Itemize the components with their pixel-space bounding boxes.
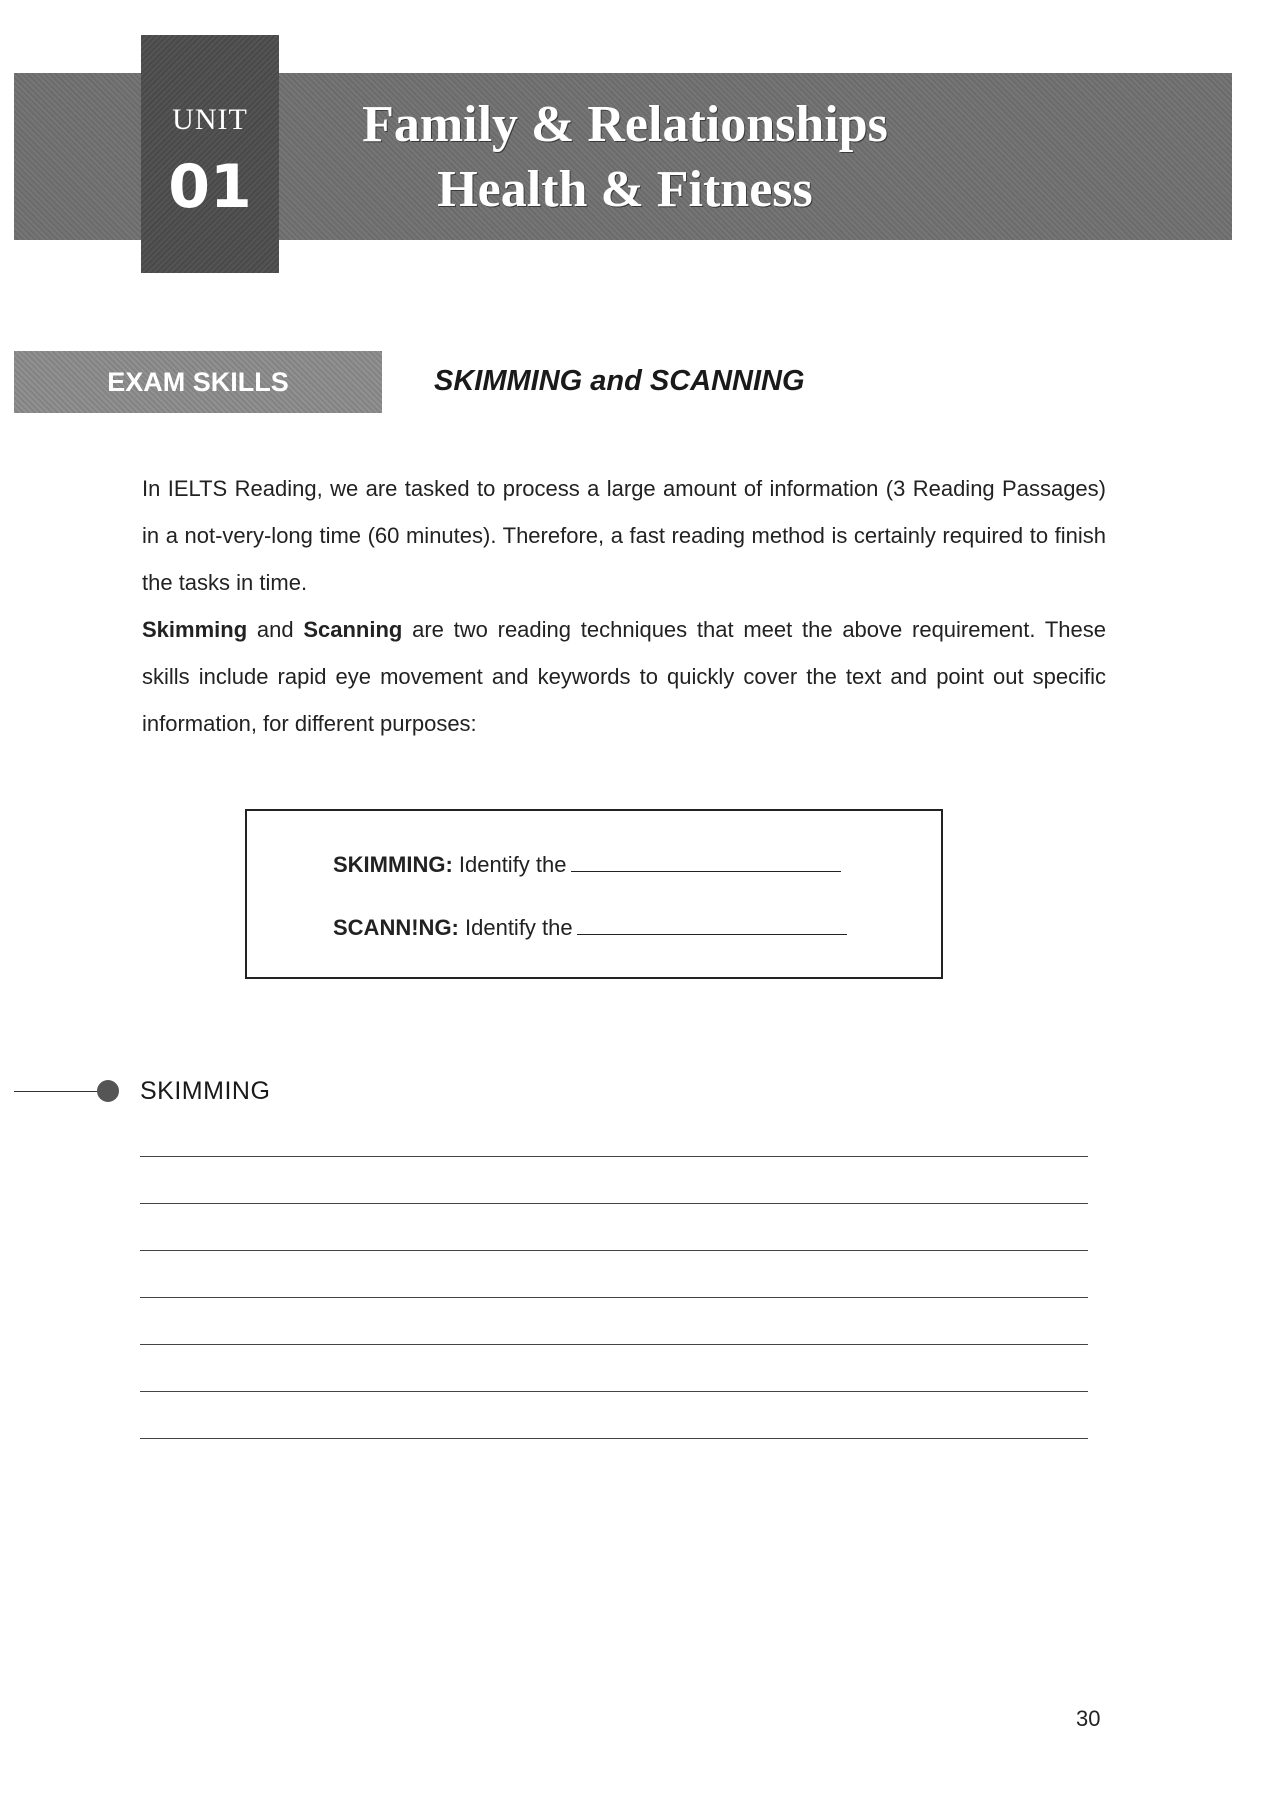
unit-badge [141, 35, 279, 273]
page-number: 30 [1076, 1706, 1101, 1731]
section-heading: SKIMMING and SCANNING [434, 365, 805, 397]
scanning-answer-blank[interactable] [577, 914, 847, 935]
skimming-heading: SKIMMING [140, 1077, 271, 1105]
section-connector-line [14, 1091, 98, 1092]
intro-paragraph-1: In IELTS Reading, we are tasked to process a large amount of information (3 Reading Passages) in a not-very-long time (60 minutes). Therefore, a fast reading method is certainly required to finish the tasks in time. [142, 476, 1106, 595]
unit-title-line-1: Family & Relationships [362, 96, 888, 153]
skimming-definition-text: Identify the [452, 852, 567, 877]
intro-paragraph-2-rest: are two reading techniques that meet the above requirement. These skills include rapid eye movement and keywords to quickly cover the text and point out specific information, for different purposes: [142, 617, 1106, 736]
unit-title-line-2: Health & Fitness [437, 161, 813, 218]
writing-line[interactable] [140, 1344, 1088, 1345]
skimming-answer-blank[interactable] [571, 851, 841, 872]
writing-line[interactable] [140, 1250, 1088, 1251]
intro-connector: and [247, 617, 304, 642]
writing-line[interactable] [140, 1438, 1088, 1439]
scanning-definition-label: SCANN!NG: [333, 915, 459, 940]
writing-line[interactable] [140, 1391, 1088, 1392]
intro-paragraph-2 [142, 606, 1106, 747]
writing-line[interactable] [140, 1203, 1088, 1204]
exam-skills-tag: EXAM SKILLS [14, 351, 382, 413]
term-scanning: Scanning [303, 617, 403, 642]
unit-number: 01 [168, 152, 252, 222]
definition-box [245, 809, 943, 979]
skimming-definition [333, 851, 841, 878]
writing-line[interactable] [140, 1156, 1088, 1157]
term-skimming: Skimming [142, 617, 248, 642]
scanning-definition [333, 914, 847, 941]
skimming-definition-label: SKIMMING: [333, 852, 453, 877]
unit-label: UNIT [172, 103, 248, 136]
intro-text [142, 465, 1106, 747]
scanning-definition-text: Identify the [458, 915, 573, 940]
writing-line[interactable] [140, 1297, 1088, 1298]
bullet-dot-icon [97, 1080, 119, 1102]
